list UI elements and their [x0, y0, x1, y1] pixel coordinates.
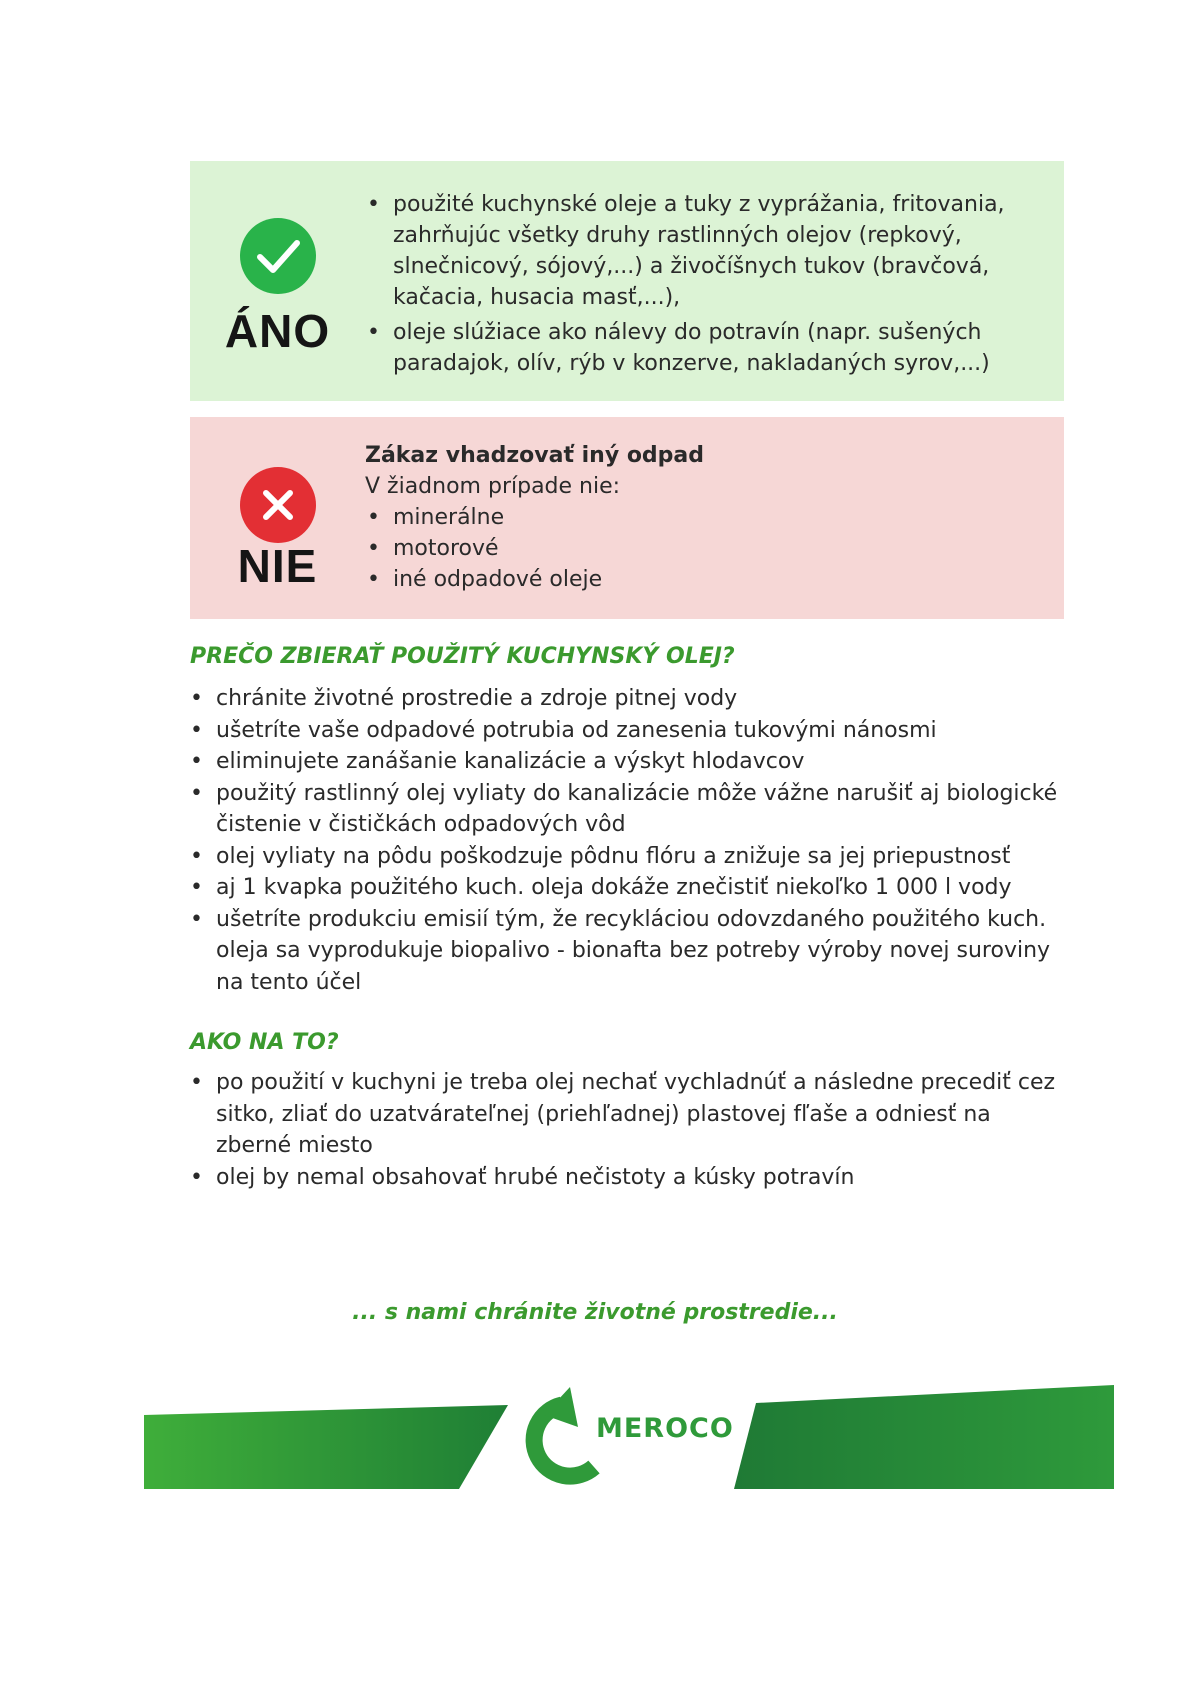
- allowed-text: [365, 189, 1024, 379]
- why-list: [188, 683, 1068, 998]
- footer-right-stripe: [734, 1385, 1114, 1489]
- allowed-label: ÁNO: [224, 305, 331, 357]
- footer-left-stripe: [144, 1405, 508, 1489]
- forbidden-heading: Zákaz vhadzovať iný odpad: [365, 443, 705, 468]
- how-section: [188, 1067, 1068, 1193]
- list-item: • ušetríte vaše odpadové potrubia od zanesenia tukovými nánosmi: [188, 715, 1068, 747]
- why-title: PREČO ZBIERAŤ POUŽITÝ KUCHYNSKÝ OLEJ?: [190, 644, 735, 669]
- list-item: • oleje slúžiace ako nálevy do potravín (napr. sušených paradajok, olív, rýb v konzerve, nakladaných syrov,...): [365, 317, 1024, 379]
- forbidden-label: NIE: [237, 540, 318, 592]
- list-item: • použitý rastlinný olej vyliaty do kanalizácie môže vážne narušiť aj biologické čistenie v čističkách odpadových vôd: [188, 778, 1068, 841]
- list-item: • po použití v kuchyni je treba olej nechať vychladnúť a následne precediť cez sitko, zliať do uzatvárateľnej (priehľadnej) plastovej fľaše a odniesť na zberné miesto: [188, 1067, 1068, 1162]
- list-item: • eliminujete zanášanie kanalizácie a výskyt hlodavcov: [188, 746, 1068, 778]
- list-item: • olej by nemal obsahovať hrubé nečistoty a kúsky potravín: [188, 1162, 1068, 1194]
- list-item: • použité kuchynské oleje a tuky z vyprážania, fritovania, zahrňujúc všetky druhy rastlinných olejov (repkový, slnečnicový, sójový,...) a živočíšnych tukov (bravčová, kačacia, husacia masť,...),: [365, 189, 1024, 313]
- allowed-panel: [190, 161, 1064, 401]
- meroco-logo-icon: [534, 1387, 594, 1476]
- forbidden-panel: [190, 417, 1064, 619]
- list-item: • aj 1 kvapka použitého kuch. oleja dokáže znečistiť niekoľko 1 000 l vody: [188, 872, 1068, 904]
- cross-icon: [240, 467, 316, 543]
- list-item: • iné odpadové oleje: [365, 564, 1024, 595]
- checkmark-icon: [240, 218, 316, 294]
- how-title: AKO NA TO?: [190, 1030, 339, 1055]
- how-list: [188, 1067, 1068, 1193]
- forbidden-list: [365, 502, 1024, 595]
- allowed-badge: [190, 161, 365, 401]
- list-item: • olej vyliaty na pôdu poškodzuje pôdnu flóru a znižuje sa jej priepustnosť: [188, 841, 1068, 873]
- forbidden-badge: [190, 417, 365, 619]
- forbidden-intro: V žiadnom prípade nie:: [365, 474, 621, 499]
- list-item: • minerálne: [365, 502, 1024, 533]
- forbidden-text: [365, 440, 1024, 595]
- why-section: [188, 683, 1068, 998]
- list-item: • chránite životné prostredie a zdroje pitnej vody: [188, 683, 1068, 715]
- allowed-list: [365, 189, 1024, 379]
- list-item: • ušetríte produkciu emisií tým, že recykláciou odovzdaného použitého kuch. oleja sa vyprodukuje biopalivo - bionafta bez potreby výroby novej suroviny na tento účel: [188, 904, 1068, 999]
- slogan: ... s nami chránite životné prostredie...: [352, 1300, 838, 1325]
- list-item: • motorové: [365, 533, 1024, 564]
- meroco-logo-text: MEROCO: [596, 1413, 734, 1444]
